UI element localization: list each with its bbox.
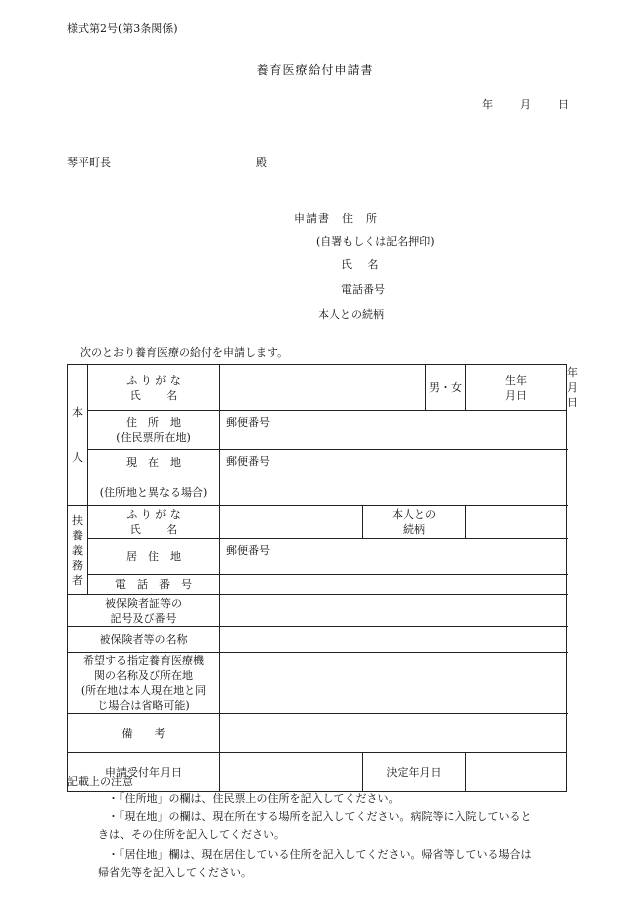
insurer-name-field[interactable] (220, 627, 567, 653)
application-table: 本 人 ふ り が な 氏 名 男・女 生年 月日 年 月 日 住 所 地 (住民票所在地) 郵便番号 現 在 地 (住所地と異なる場合) 郵便番号 扶 養 義 務 者 ふ り が な 氏 名 本人との 続柄 居 住 地 郵便番号 電 話 番 号 被保険者証等の 記号及び番号 被保険者等の名称 希望する指定養育医療機 関の名称及び所在地 (所在地は本人現在地と同 じ場合は省略可能) 備 考 申請受付年月日 決定年月日 (67, 364, 567, 792)
insurance-number-field[interactable] (220, 595, 567, 627)
notes-heading: 記載上の注意 (67, 775, 133, 788)
note-item: ・「住所地」の欄は、住民票上の住所を記入してください。 (108, 792, 400, 805)
application-date (482, 96, 569, 112)
postal-label: 郵便番号 (226, 455, 270, 468)
remarks-label-cell: 備 考 (68, 714, 220, 753)
phone-field[interactable] (220, 575, 567, 595)
residence-label-cell: 居 住 地 (88, 539, 220, 575)
applicant-address-label: 申請書 住 所 (294, 212, 378, 225)
decision-date-label-cell: 決定年月日 (363, 753, 466, 792)
note-line: ・「現在地」の欄は、現在所在する場所を記入してください。病院等に入院していると (108, 810, 532, 823)
honorific: 殿 (256, 156, 267, 169)
received-date-label-cell: 申請受付年月日 (68, 753, 220, 792)
seal-note: (自署もしくは記名押印) (316, 235, 435, 248)
address-field[interactable] (220, 411, 567, 450)
honnin-header: 本 人 (68, 365, 88, 506)
date-year-label: 年 (482, 98, 493, 111)
applicant-relation-label: 本人との続柄 (318, 308, 384, 321)
date-month-label: 月 (520, 98, 531, 111)
hospital-field[interactable] (220, 653, 567, 714)
decision-date-field[interactable] (466, 753, 567, 792)
note-item (98, 846, 568, 882)
note-line: きは、その住所を記入してください。 (98, 828, 285, 841)
name-label-cell: ふ り が な 氏 名 (88, 365, 220, 411)
note-line: 帰省先等を記入してください。 (98, 866, 252, 879)
insurer-name-label-cell: 被保険者等の名称 (68, 627, 220, 653)
applicant-name-label: 氏 名 (341, 258, 385, 271)
form-title: 養育医療給付申請書 (256, 63, 374, 77)
hospital-label-cell: 希望する指定養育医療機 関の名称及び所在地 (所在地は本人現在地と同 じ場合は省略可能) (68, 653, 220, 714)
remarks-field[interactable] (220, 714, 567, 753)
insurance-number-label-cell: 被保険者証等の 記号及び番号 (68, 595, 220, 627)
applicant-phone-label: 電話番号 (341, 283, 385, 296)
date-day-label: 日 (558, 98, 569, 111)
guardian-name-field[interactable] (220, 506, 363, 539)
current-location-label-cell: 現 在 地 (住所地と異なる場合) (88, 450, 220, 506)
intro-text: 次のとおり養育医療の給付を申請します。 (80, 346, 289, 359)
birth-label-cell: 生年 月日 (466, 365, 567, 411)
addressee: 琴平町長 (67, 156, 111, 169)
note-item (98, 808, 568, 844)
name-field[interactable] (220, 365, 426, 411)
address-label-cell: 住 所 地 (住民票所在地) (88, 411, 220, 450)
gender-cell[interactable]: 男・女 (426, 365, 466, 411)
guardian-name-label-cell: ふ り が な 氏 名 (88, 506, 220, 539)
phone-label-cell: 電 話 番 号 (88, 575, 220, 595)
postal-label: 郵便番号 (226, 416, 270, 429)
current-location-field[interactable] (220, 450, 567, 506)
received-date-field[interactable] (220, 753, 363, 792)
form-number: 様式第2号(第3条関係) (67, 22, 178, 35)
guardian-relation-label-cell: 本人との 続柄 (363, 506, 466, 539)
note-line: ・「居住地」欄は、現在居住している住所を記入してください。帰省等している場合は (108, 848, 532, 861)
postal-label: 郵便番号 (226, 544, 270, 557)
residence-field[interactable] (220, 539, 567, 575)
guardian-header: 扶 養 義 務 者 (68, 506, 88, 595)
guardian-relation-field[interactable] (466, 506, 567, 539)
